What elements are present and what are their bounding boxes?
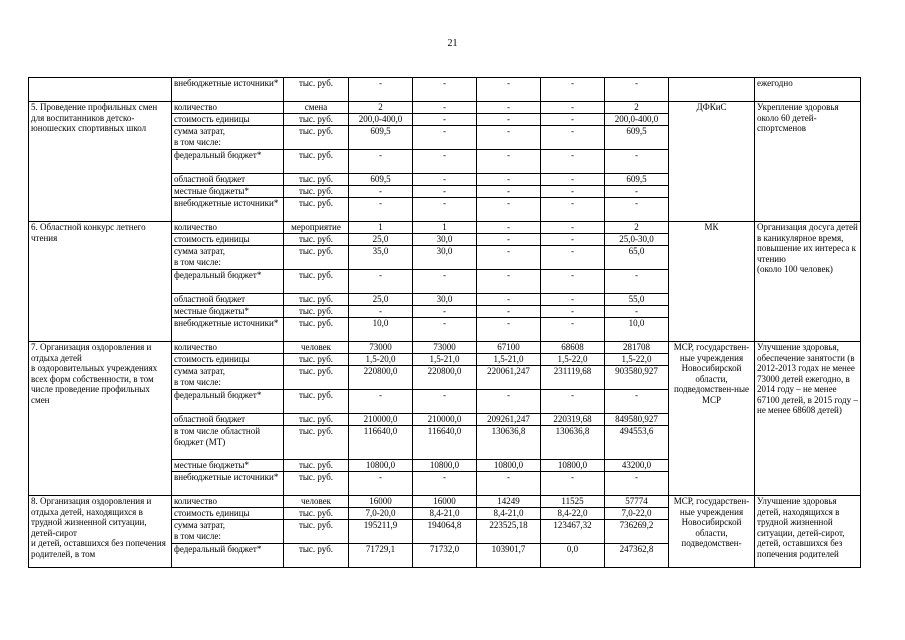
value-cell: - — [477, 186, 541, 198]
value-cell: 65,0 — [605, 246, 669, 270]
indicator-cell: сумма затрат, в том числе: — [172, 246, 284, 270]
value-cell: 73000 — [349, 342, 413, 354]
value-cell: - — [413, 126, 477, 150]
unit-cell: смена — [284, 102, 349, 114]
value-cell: 7,0-22,0 — [605, 508, 669, 520]
value-cell: - — [477, 222, 541, 234]
value-cell: 16000 — [349, 496, 413, 508]
value-cell: 231119,68 — [541, 366, 605, 390]
value-cell: - — [349, 150, 413, 174]
value-cell: 220800,0 — [413, 366, 477, 390]
value-cell: - — [541, 234, 605, 246]
value-cell: - — [605, 186, 669, 198]
value-cell: - — [605, 198, 669, 222]
indicator-cell: сумма затрат, в том числе: — [172, 126, 284, 150]
indicator-cell: количество — [172, 342, 284, 354]
value-cell: - — [541, 318, 605, 342]
value-cell: - — [413, 186, 477, 198]
value-cell: - — [541, 246, 605, 270]
value-cell: - — [413, 114, 477, 126]
indicator-cell: местные бюджеты* — [172, 460, 284, 472]
value-cell: 220319,68 — [541, 414, 605, 426]
value-cell: - — [477, 114, 541, 126]
value-cell: 2 — [349, 102, 413, 114]
value-cell: 16000 — [413, 496, 477, 508]
unit-cell: тыс. руб. — [284, 234, 349, 246]
value-cell: - — [541, 472, 605, 496]
value-cell: - — [477, 390, 541, 414]
value-cell: 2 — [605, 222, 669, 234]
value-cell: - — [541, 126, 605, 150]
value-cell: 7,0-20,0 — [349, 508, 413, 520]
value-cell: 8,4-22,0 — [541, 508, 605, 520]
value-cell: 67100 — [477, 342, 541, 354]
value-cell: 10,0 — [349, 318, 413, 342]
activity-title: 7. Организация оздоровления и отдыха детей в оздоровительных учреждениях всех форм собственности, в том числе проведение профильных смен — [29, 342, 172, 496]
activity-title: 5. Проведение профильных смен для воспитанников детско-юношеских спортивных школ — [29, 102, 172, 222]
value-cell: - — [605, 150, 669, 174]
value-cell: 35,0 — [349, 246, 413, 270]
value-cell: 130636,8 — [541, 426, 605, 460]
unit-cell: тыс. руб. — [284, 366, 349, 390]
unit-cell: тыс. руб. — [284, 414, 349, 426]
value-cell: - — [413, 78, 477, 102]
executor-cell: МСР, государствен-ные учреждения Новосибирской области, подведомствен- — [669, 496, 755, 568]
value-cell: - — [605, 390, 669, 414]
value-cell: - — [541, 114, 605, 126]
unit-cell: тыс. руб. — [284, 114, 349, 126]
indicator-cell: федеральный бюджет* — [172, 270, 284, 294]
value-cell: 116640,0 — [413, 426, 477, 460]
indicator-cell: количество — [172, 102, 284, 114]
value-cell: 8,4-21,0 — [413, 508, 477, 520]
table-row — [29, 222, 861, 234]
table-row — [29, 342, 861, 354]
value-cell: - — [605, 472, 669, 496]
note-cell: ежегодно — [755, 78, 861, 102]
value-cell: 609,5 — [349, 126, 413, 150]
value-cell: - — [541, 198, 605, 222]
value-cell: 209261,247 — [477, 414, 541, 426]
value-cell: 116640,0 — [349, 426, 413, 460]
unit-cell: тыс. руб. — [284, 318, 349, 342]
value-cell: 14249 — [477, 496, 541, 508]
value-cell: - — [477, 78, 541, 102]
indicator-cell: стоимость единицы — [172, 114, 284, 126]
unit-cell: тыс. руб. — [284, 126, 349, 150]
value-cell: - — [477, 174, 541, 186]
unit-cell: тыс. руб. — [284, 460, 349, 472]
value-cell: 2 — [605, 102, 669, 114]
value-cell: 25,0 — [349, 234, 413, 246]
value-cell: 25,0 — [349, 294, 413, 306]
value-cell: 849580,927 — [605, 414, 669, 426]
value-cell: - — [349, 198, 413, 222]
value-cell: - — [413, 318, 477, 342]
value-cell: 609,5 — [605, 126, 669, 150]
table-row — [29, 496, 861, 508]
value-cell: 1,5-20,0 — [349, 354, 413, 366]
activity-title: 6. Областной конкурс летнего чтения — [29, 222, 172, 342]
indicator-cell: стоимость единицы — [172, 354, 284, 366]
value-cell: 57774 — [605, 496, 669, 508]
value-cell: 1 — [349, 222, 413, 234]
value-cell: 55,0 — [605, 294, 669, 306]
value-cell: 103901,7 — [477, 544, 541, 568]
value-cell: - — [477, 102, 541, 114]
value-cell: 30,0 — [413, 234, 477, 246]
value-cell: 494553,6 — [605, 426, 669, 460]
activity-cell-empty — [29, 78, 172, 102]
expected-result-cell: Улучшение здоровья, обеспечение занятости (в 2012-2013 годах не менее 73000 детей ежегодно, в 2014 году – не менее 67100 детей, в 2015 году – не менее 68608 детей) — [755, 342, 861, 496]
value-cell: - — [541, 306, 605, 318]
unit-cell: тыс. руб. — [284, 544, 349, 568]
unit-cell: человек — [284, 496, 349, 508]
value-cell: 736269,2 — [605, 520, 669, 544]
unit-cell: тыс. руб. — [284, 174, 349, 186]
value-cell: - — [413, 270, 477, 294]
value-cell: 247362,8 — [605, 544, 669, 568]
value-cell: 1,5-22,0 — [605, 354, 669, 366]
value-cell: 10,0 — [605, 318, 669, 342]
unit-cell: тыс. руб. — [284, 306, 349, 318]
value-cell: - — [413, 174, 477, 186]
unit-cell: тыс. руб. — [284, 520, 349, 544]
activity-title: 8. Организация оздоровления и отдыха детей, находящихся в трудной жизненной ситуации, детей-сирот и детей, оставшихся без попечения родителей, в том — [29, 496, 172, 568]
value-cell: - — [541, 294, 605, 306]
value-cell: - — [349, 186, 413, 198]
indicator-cell: внебюджетные источники* — [172, 472, 284, 496]
value-cell: - — [541, 390, 605, 414]
value-cell: - — [605, 306, 669, 318]
unit-cell: тыс. руб. — [284, 472, 349, 496]
value-cell: 194064,8 — [413, 520, 477, 544]
value-cell: 10800,0 — [349, 460, 413, 472]
indicator-cell: внебюджетные источники* — [172, 198, 284, 222]
unit-cell: мероприятие — [284, 222, 349, 234]
value-cell: 210000,0 — [413, 414, 477, 426]
value-cell: - — [413, 472, 477, 496]
value-cell: 903580,927 — [605, 366, 669, 390]
value-cell: - — [541, 270, 605, 294]
expected-result-cell: Укрепление здоровья около 60 детей-спортсменов — [755, 102, 861, 222]
value-cell: - — [477, 306, 541, 318]
value-cell: 25,0-30,0 — [605, 234, 669, 246]
value-cell: 71732,0 — [413, 544, 477, 568]
unit-cell: тыс. руб. — [284, 270, 349, 294]
value-cell: - — [605, 270, 669, 294]
executor-cell-empty — [669, 78, 755, 102]
indicator-cell: областной бюджет — [172, 414, 284, 426]
value-cell: 609,5 — [349, 174, 413, 186]
indicator-cell: федеральный бюджет* — [172, 544, 284, 568]
value-cell: 0,0 — [541, 544, 605, 568]
value-cell: - — [349, 390, 413, 414]
indicator-cell: внебюджетные источники* — [172, 318, 284, 342]
value-cell: - — [349, 306, 413, 318]
value-cell: - — [477, 270, 541, 294]
unit-cell: тыс. руб. — [284, 150, 349, 174]
value-cell: 73000 — [413, 342, 477, 354]
value-cell: 210000,0 — [349, 414, 413, 426]
value-cell: 200,0-400,0 — [349, 114, 413, 126]
indicator-cell: областной бюджет — [172, 174, 284, 186]
indicator-cell: количество — [172, 222, 284, 234]
value-cell: - — [477, 234, 541, 246]
page-number: 21 — [447, 38, 458, 49]
unit-cell: тыс. руб. — [284, 246, 349, 270]
value-cell: 1,5-21,0 — [477, 354, 541, 366]
value-cell: 30,0 — [413, 294, 477, 306]
value-cell: - — [413, 150, 477, 174]
value-cell: - — [541, 78, 605, 102]
value-cell: - — [541, 174, 605, 186]
value-cell: 609,5 — [605, 174, 669, 186]
indicator-cell: в том числе областной бюджет (МТ) — [172, 426, 284, 460]
value-cell: - — [413, 390, 477, 414]
indicator-cell: федеральный бюджет* — [172, 150, 284, 174]
unit-cell: тыс. руб. — [284, 198, 349, 222]
indicator-cell: федеральный бюджет* — [172, 390, 284, 414]
unit-cell: тыс. руб. — [284, 78, 349, 102]
executor-cell: МСР, государствен-ные учреждения Новосибирской области, подведомствен-ные МСР — [669, 342, 755, 496]
value-cell: 123467,32 — [541, 520, 605, 544]
value-cell: 68608 — [541, 342, 605, 354]
value-cell: 8,4-21,0 — [477, 508, 541, 520]
value-cell: 30,0 — [413, 246, 477, 270]
value-cell: - — [541, 150, 605, 174]
unit-cell: тыс. руб. — [284, 294, 349, 306]
value-cell: - — [349, 270, 413, 294]
value-cell: 220800,0 — [349, 366, 413, 390]
unit-cell: тыс. руб. — [284, 390, 349, 414]
indicator-cell: местные бюджеты* — [172, 306, 284, 318]
unit-cell: тыс. руб. — [284, 354, 349, 366]
value-cell: 43200,0 — [605, 460, 669, 472]
value-cell: - — [413, 102, 477, 114]
executor-cell: ДФКиС — [669, 102, 755, 222]
expected-result-cell: Организация досуга детей в каникулярное время, повышение их интереса к чтению (около 100 человек) — [755, 222, 861, 342]
value-cell: 10800,0 — [477, 460, 541, 472]
value-cell: - — [477, 294, 541, 306]
value-cell: 1,5-22,0 — [541, 354, 605, 366]
value-cell: - — [541, 102, 605, 114]
value-cell: 281708 — [605, 342, 669, 354]
value-cell: 11525 — [541, 496, 605, 508]
value-cell: - — [477, 150, 541, 174]
value-cell: 223525,18 — [477, 520, 541, 544]
value-cell: - — [541, 222, 605, 234]
value-cell: 71729,1 — [349, 544, 413, 568]
value-cell: 10800,0 — [413, 460, 477, 472]
program-activities-table — [28, 77, 861, 568]
value-cell: - — [477, 472, 541, 496]
indicator-cell: сумма затрат, в том числе: — [172, 520, 284, 544]
value-cell: - — [413, 306, 477, 318]
indicator-cell: областной бюджет — [172, 294, 284, 306]
value-cell: - — [541, 186, 605, 198]
value-cell: - — [349, 472, 413, 496]
unit-cell: человек — [284, 342, 349, 354]
value-cell: - — [477, 126, 541, 150]
indicator-cell: внебюджетные источники* — [172, 78, 284, 102]
value-cell: 195211,9 — [349, 520, 413, 544]
value-cell: - — [477, 318, 541, 342]
value-cell: 1 — [413, 222, 477, 234]
value-cell: 200,0-400,0 — [605, 114, 669, 126]
expected-result-cell: Улучшение здоровья детей, находящихся в трудной жизненной ситуации, детей-сирот, детей, оставшихся без попечения родителей — [755, 496, 861, 568]
value-cell: 220061,247 — [477, 366, 541, 390]
unit-cell: тыс. руб. — [284, 426, 349, 460]
unit-cell: тыс. руб. — [284, 186, 349, 198]
value-cell: 10800,0 — [541, 460, 605, 472]
executor-cell: МК — [669, 222, 755, 342]
table-row — [29, 102, 861, 114]
table-row — [29, 78, 861, 102]
indicator-cell: местные бюджеты* — [172, 186, 284, 198]
value-cell: - — [477, 198, 541, 222]
indicator-cell: сумма затрат, в том числе: — [172, 366, 284, 390]
value-cell: 1,5-21,0 — [413, 354, 477, 366]
indicator-cell: стоимость единицы — [172, 234, 284, 246]
indicator-cell: стоимость единицы — [172, 508, 284, 520]
value-cell: 130636,8 — [477, 426, 541, 460]
unit-cell: тыс. руб. — [284, 508, 349, 520]
indicator-cell: количество — [172, 496, 284, 508]
value-cell: - — [413, 198, 477, 222]
value-cell: - — [605, 78, 669, 102]
value-cell: - — [349, 78, 413, 102]
value-cell: - — [477, 246, 541, 270]
